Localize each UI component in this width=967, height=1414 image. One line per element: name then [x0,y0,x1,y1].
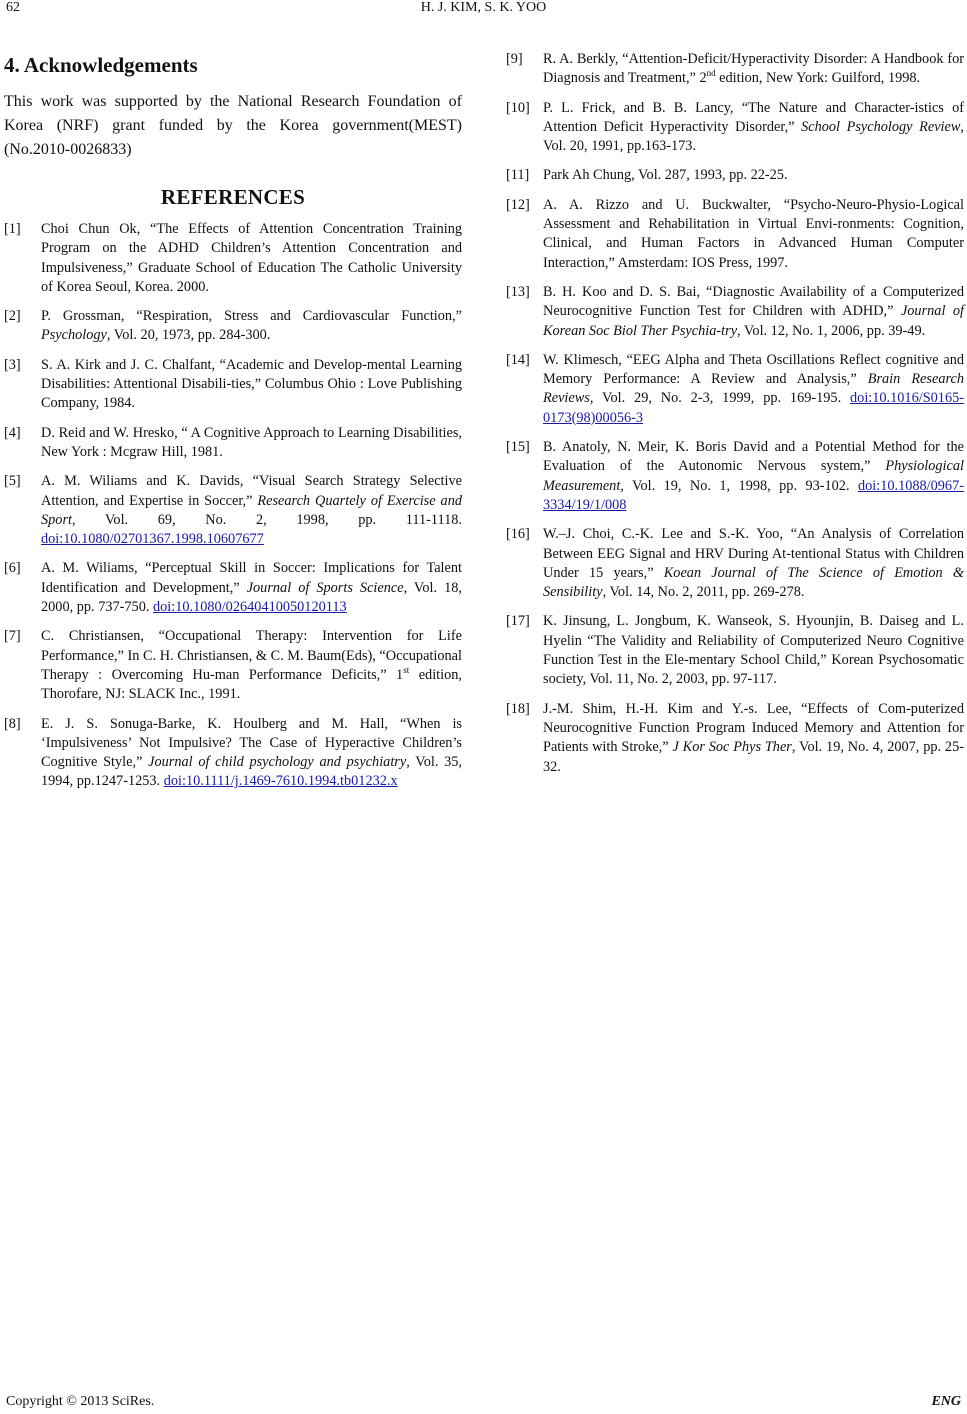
reference-number: [3] [4,356,21,373]
doi-link[interactable]: doi:10.1080/02640410050120113 [153,599,347,616]
ordinal-superscript: nd [706,68,716,79]
reference-number: [6] [4,560,21,577]
references-heading: REFERENCES [160,185,306,209]
reference-text-segment: Choi Chun Ok, “The Effects of Attention Concentration Training Program on the ADHD Children’s Attention Concentration and Impulsiveness,” Graduate School of Education The Catholic University of Korea Seoul, Korea. 2000. [41,221,462,295]
reference-text-segment: J.-M. Shim, H.-H. Kim and Y.-s. Lee, “Effects of Com-puterized Neurocognitive Function Program Induced Memory and Attention for Patients with Stroke,” [543,700,964,756]
reference-text-segment: , Vol. 19, No. 4, 2007, pp. 25-32. [543,739,964,775]
reference-number: [10] [506,99,530,116]
reference-source-title: Brain Research Reviews [543,371,964,407]
reference-number: [11] [506,167,530,184]
reference-source-title: Physiological Measurement, [543,458,964,494]
reference-text-segment: A. M. Wiliams and K. Davids, “Visual Search Strategy Selective Attention, and Expertise in Soccer,” [41,473,462,509]
reference-list-right [506,50,964,777]
reference-item [4,356,462,414]
reference-number: [2] [4,308,21,325]
reference-text [41,308,462,343]
reference-text-segment: Vol. 19, No. 1, 1998, pp. 93-102. [623,477,858,494]
page-number: 62 [6,0,20,15]
reference-text-segment: P. Grossman, “Respiration, Stress and Cardiovascular Function,” [41,308,462,325]
reference-text-segment: Park Ah Chung, Vol. 287, 1993, pp. 22-25. [543,167,788,184]
reference-text [41,221,462,295]
reference-text [543,701,964,775]
reference-source-title: Journal of Korean Soc Biol Ther Psychia-try [543,303,964,339]
reference-text-segment: A. M. Wiliams, “Perceptual Skill in Soccer: Implications for Talent Identification and Development,” [41,560,462,596]
reference-number: [15] [506,439,530,456]
reference-item [506,196,964,273]
reference-text-segment: edition, Thorofare, NJ: SLACK Inc., 1991. [41,666,462,703]
reference-source-title: School Psychology Review [801,118,961,135]
ordinal-superscript: st [403,665,410,676]
reference-number: [7] [4,628,21,645]
reference-number: [13] [506,283,530,300]
reference-text-segment: R. A. Berkly, “Attention-Deficit/Hyperactivity Disorder: A Handbook for Diagnosis and Treatment,” 2 [543,51,964,87]
doi-link[interactable]: doi:10.1111/j.1469-7610.1994.tb01232.x [163,773,398,790]
reference-number: [5] [4,473,21,490]
reference-list-left [4,220,462,792]
reference-number: [9] [506,51,523,67]
reference-number: [18] [506,700,530,717]
reference-text [543,197,964,271]
reference-number: [12] [506,196,530,213]
copyright-notice: Copyright © 2013 SciRes. [6,1394,155,1409]
reference-text [41,357,462,412]
reference-text-segment: A. A. Rizzo and U. Buckwalter, “Psycho-Neuro-Physio-Logical Assessment and Rehabilitation in Virtual Envi-ronments: Cognition, Clinical, and Human Factors in Advanced Human Computer Interaction,” Amsterdam: IOS Press, 1997. [543,196,964,271]
reference-item [4,627,462,704]
reference-item [4,424,462,463]
reference-text-segment: , Vol. 18, 2000, pp. 737-750. [41,579,462,616]
reference-text [543,526,964,600]
reference-source-title: J Kor Soc Phys Ther [672,739,792,756]
reference-item [4,715,462,792]
reference-text-segment: , Vol. 69, No. 2, 1998, pp. 111-1118. [71,511,462,528]
reference-item [4,559,462,617]
reference-source-title: Koean Journal of The Science of Emotion & Sensibility [543,564,964,601]
reference-text-segment: W. Klimesch, “EEG Alpha and Theta Oscillations Reflect cognitive and Memory Performance: A Review and Analysis,” [543,351,964,388]
reference-number: [17] [506,613,530,630]
reference-text-segment: edition, New York: Guilford, 1998. [715,70,921,87]
reference-text-segment: E. J. S. Sonuga-Barke, K. Houlberg and M. Hall, “When is ‘Impulsiveness’ Not Impulsive? The Case of Hyperactive Children’s Cognitive Style,” [41,715,462,771]
reference-number: [1] [4,221,21,237]
right-column [506,50,964,787]
reference-item [506,438,964,515]
reference-item [4,220,462,297]
reference-text [41,473,462,547]
doi-link[interactable]: doi:10.1016/S0165-0173(98)00056-3 [543,390,964,426]
reference-source-title: Journal of child psychology and psychiatry [148,754,407,771]
reference-item [506,99,964,157]
reference-text-segment: , Vol. 20, 1973, pp. 284-300. [106,327,271,344]
reference-text-segment: S. A. Kirk and J. C. Chalfant, “Academic and Develop-mental Learning Disabilities: Attentional Disabili-ties,” Columbus Ohio : Love Publishing Company, 1984. [41,356,462,412]
reference-text [543,352,964,426]
reference-item [506,700,964,777]
reference-number: [14] [506,351,530,368]
reference-text-segment: P. L. Frick, and B. B. Lancy, “The Nature and Character-istics of Attention Deficit Hyperactivity Disorder,” [543,99,964,135]
reference-text-segment: , Vol. 14, No. 2, 2011, pp. 269-278. [602,584,805,601]
reference-item [506,612,964,689]
doi-link[interactable]: doi:10.1080/02701367.1998.10607677 [41,531,264,548]
reference-text-segment: , Vol. 20, 1991, pp.163-173. [543,118,964,155]
reference-item [506,283,964,341]
reference-text [41,716,462,790]
reference-text [543,613,964,687]
reference-text [543,439,964,513]
reference-item [506,166,964,185]
reference-text [543,51,964,86]
reference-item [506,525,964,602]
reference-source-title: Psychology [41,327,107,344]
reference-number: [8] [4,715,21,732]
reference-text [41,628,462,702]
reference-text-segment: , Vol. 35, 1994, pp.1247-1253. [41,754,463,790]
reference-item [4,307,462,346]
reference-text-segment: C. Christiansen, “Occupational Therapy: Intervention for Life Performance,” In C. H. Christiansen, & C. M. Baum(Eds), “Occupational Therapy : Overcoming Hu-man Performance Deficits,” 1 [41,628,462,683]
reference-text-segment: D. Reid and W. Hresko, “ A Cognitive Approach to Learning Disabilities, New York : Mcgraw Hill, 1981. [41,424,462,460]
reference-text [41,560,462,615]
reference-source-title: Journal of Sports Science [246,579,404,596]
reference-text [543,167,788,183]
reference-text-segment: , Vol. 12, No. 1, 2006, pp. 39-49. [737,322,926,339]
reference-text-segment: B. H. Koo and D. S. Bai, “Diagnostic Availability of a Computerized Neurocognitive Function Test for Children with ADHD,” [543,283,964,320]
reference-item [4,472,462,549]
reference-number: [4] [4,424,21,441]
reference-item [506,50,964,89]
reference-text [543,100,964,155]
running-head: H. J. KIM, S. K. YOO [420,0,547,15]
reference-item [506,351,964,428]
reference-source-title: Research Quartely of Exercise and Sport [41,492,462,528]
journal-abbreviation: ENG [931,1394,961,1409]
reference-text-segment: W.–J. Choi, C.-K. Lee and S.-K. Yoo, “An Analysis of Correlation Between EEG Signal and HRV During At-tentional Status with Children Under 15 years,” [543,526,964,581]
doi-link[interactable]: doi:10.1088/0967-3334/19/1/008 [543,477,964,513]
reference-text [41,425,462,460]
reference-number: [16] [506,526,530,543]
reference-text-segment: K. Jinsung, L. Jongbum, K. Wanseok, S. Hyounjin, B. Daiseg and L. Hyelin “The Validity and Reliability of Computerized Neuro Cognitive Function Test in the Ele-mentary School Child,” Korean Psychosomatic society, Vol. 11, No. 2, 2003, pp. 97-117. [543,613,964,688]
reference-text [543,284,964,339]
acknowledgements-heading: 4. Acknowledgements [4,53,198,77]
reference-text-segment: , Vol. 29, No. 2-3, 1999, pp. 169-195. [589,390,851,407]
acknowledgements-body: This work was supported by the National Research Foundation of Korea (NRF) grant funded by the Korea government(MEST) (No.2010-0026833) [4,93,462,158]
reference-text-segment: B. Anatoly, N. Meir, K. Boris David and a Potential Method for the Evaluation of the Autonomic Nervous system,” [543,439,964,475]
left-column [4,52,462,802]
